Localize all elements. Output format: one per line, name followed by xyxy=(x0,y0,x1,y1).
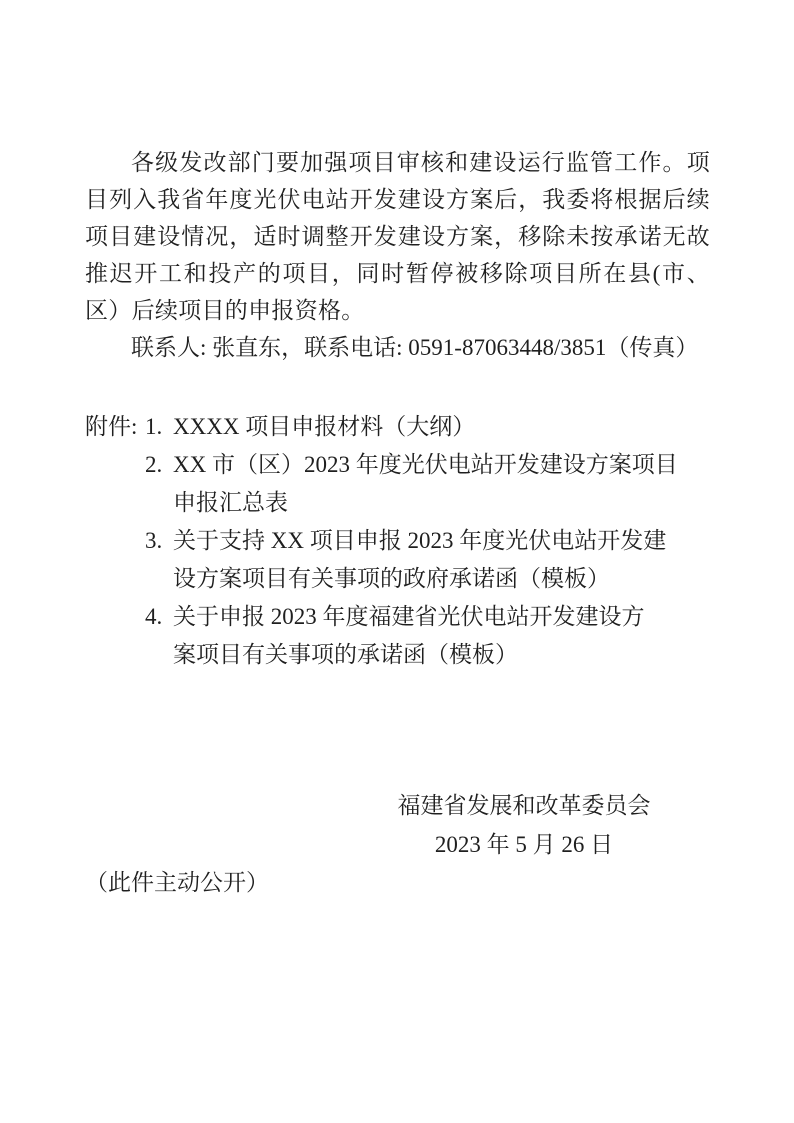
attachment-line: XX 市（区）2023 年度光伏电站开发建设方案项目 xyxy=(173,452,678,477)
contact-line: 联系人: 张直东，联系电话: 0591-87063448/3851（传真） xyxy=(131,335,699,360)
attachment-item xyxy=(145,446,710,522)
attachment-item xyxy=(145,598,710,674)
attachments-list xyxy=(145,408,710,674)
attachment-line: 案项目有关事项的承诺函（模板） xyxy=(173,642,518,667)
issue-date: 2023 年 5 月 26 日 xyxy=(434,832,614,857)
attachment-marker: 4. xyxy=(145,604,163,629)
attachment-marker: 2. xyxy=(145,452,163,477)
body-paragraph: 各级发改部门要加强项目审核和建设运行监管工作。项目列入我省年度光伏电站开发建设方案后，我委将根据后续项目建设情况，适时调整开发建设方案，移除未按承诺无故推迟开工和投产的项目，同时暂停被移除项目所在县(市、区）后续项目的申报资格。 xyxy=(85,150,710,323)
attachment-line: 申报汇总表 xyxy=(173,490,288,515)
attachment-line: XXXX 项目申报材料（大纲） xyxy=(173,414,476,439)
attachments-section xyxy=(85,408,710,674)
attachment-item xyxy=(145,408,710,446)
attachment-line: 设方案项目有关事项的政府承诺函（模板） xyxy=(173,566,610,591)
attachment-marker: 3. xyxy=(145,528,163,553)
attachment-item xyxy=(145,522,710,598)
signature-block xyxy=(384,786,664,864)
attachment-line: 关于支持 XX 项目申报 2023 年度光伏电站开发建 xyxy=(173,528,667,553)
proactive-disclosure-note: （此件主动公开） xyxy=(85,870,269,895)
issuer-name: 福建省发展和改革委员会 xyxy=(397,793,651,818)
attachments-label: 附件: xyxy=(85,414,138,439)
attachment-line: 关于申报 2023 年度福建省光伏电站开发建设方 xyxy=(173,604,645,629)
attachment-marker: 1. xyxy=(145,414,163,439)
